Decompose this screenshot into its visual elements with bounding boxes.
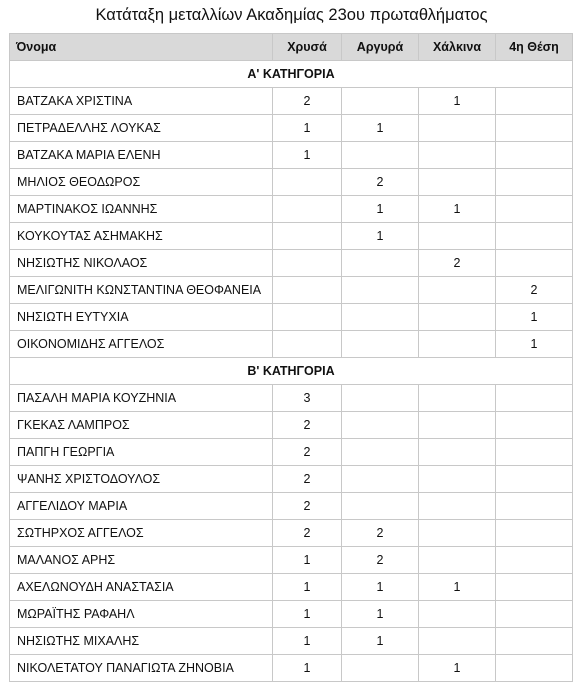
fourth-place-count — [496, 601, 573, 628]
gold-count: 1 — [273, 115, 342, 142]
silver-count: 1 — [342, 574, 419, 601]
gold-count — [273, 223, 342, 250]
athlete-name: ΜΕΛΙΓΩΝΙΤΗ ΚΩΝΣΤΑΝΤΙΝΑ ΘΕΟΦΑΝΕΙΑ — [10, 277, 273, 304]
fourth-place-count — [496, 628, 573, 655]
bronze-count — [419, 115, 496, 142]
table-row — [10, 412, 573, 439]
fourth-place-count — [496, 439, 573, 466]
athlete-name: ΓΚΕΚΑΣ ΛΑΜΠΡΟΣ — [10, 412, 273, 439]
medal-table — [9, 33, 573, 682]
fourth-place-count — [496, 142, 573, 169]
bronze-count — [419, 142, 496, 169]
column-header-silver: Αργυρά — [342, 34, 419, 61]
table-row — [10, 439, 573, 466]
athlete-name: ΨΑΝΗΣ ΧΡΙΣΤΟΔΟΥΛΟΣ — [10, 466, 273, 493]
page-title: Κατάταξη μεταλλίων Ακαδημίας 23ου πρωταθλήματος — [95, 6, 488, 24]
silver-count: 2 — [342, 520, 419, 547]
silver-count — [342, 385, 419, 412]
silver-count — [342, 412, 419, 439]
gold-count: 2 — [273, 520, 342, 547]
table-row — [10, 196, 573, 223]
table-row — [10, 277, 573, 304]
gold-count: 1 — [273, 601, 342, 628]
table-row — [10, 547, 573, 574]
table-row — [10, 88, 573, 115]
category-label: Α' ΚΑΤΗΓΟΡΙΑ — [10, 61, 573, 88]
fourth-place-count — [496, 547, 573, 574]
athlete-name: ΒΑΤΖΑΚΑ ΧΡΙΣΤΙΝΑ — [10, 88, 273, 115]
athlete-name: ΠΕΤΡΑΔΕΛΛΗΣ ΛΟΥΚΑΣ — [10, 115, 273, 142]
table-row — [10, 115, 573, 142]
silver-count — [342, 493, 419, 520]
bronze-count: 1 — [419, 88, 496, 115]
fourth-place-count — [496, 412, 573, 439]
gold-count — [273, 331, 342, 358]
fourth-place-count: 1 — [496, 331, 573, 358]
athlete-name: ΜΑΡΤΙΝΑΚΟΣ ΙΩΑΝΝΗΣ — [10, 196, 273, 223]
silver-count: 1 — [342, 628, 419, 655]
bronze-count — [419, 385, 496, 412]
silver-count — [342, 142, 419, 169]
bronze-count — [419, 277, 496, 304]
silver-count — [342, 331, 419, 358]
bronze-count — [419, 493, 496, 520]
fourth-place-count — [496, 115, 573, 142]
bronze-count — [419, 547, 496, 574]
silver-count: 1 — [342, 115, 419, 142]
bronze-count: 1 — [419, 196, 496, 223]
column-header-gold: Χρυσά — [273, 34, 342, 61]
fourth-place-count — [496, 88, 573, 115]
fourth-place-count — [496, 655, 573, 682]
silver-count: 1 — [342, 196, 419, 223]
athlete-name: ΜΗΛΙΟΣ ΘΕΟΔΩΡΟΣ — [10, 169, 273, 196]
table-row — [10, 142, 573, 169]
gold-count — [273, 304, 342, 331]
silver-count: 1 — [342, 601, 419, 628]
table-row — [10, 574, 573, 601]
silver-count — [342, 88, 419, 115]
athlete-name: ΜΩΡΑΪΤΗΣ ΡΑΦΑΗΛ — [10, 601, 273, 628]
fourth-place-count: 1 — [496, 304, 573, 331]
silver-count — [342, 277, 419, 304]
bronze-count — [419, 628, 496, 655]
bronze-count: 1 — [419, 655, 496, 682]
fourth-place-count — [496, 385, 573, 412]
table-row — [10, 385, 573, 412]
athlete-name: ΝΗΣΙΩΤΗΣ ΜΙΧΑΛΗΣ — [10, 628, 273, 655]
fourth-place-count — [496, 574, 573, 601]
gold-count: 2 — [273, 493, 342, 520]
table-row — [10, 169, 573, 196]
category-row — [10, 358, 573, 385]
fourth-place-count — [496, 169, 573, 196]
silver-count — [342, 304, 419, 331]
athlete-name: ΒΑΤΖΑΚΑ ΜΑΡΙΑ ΕΛΕΝΗ — [10, 142, 273, 169]
silver-count: 2 — [342, 547, 419, 574]
gold-count: 2 — [273, 439, 342, 466]
athlete-name: ΝΙΚΟΛΕΤΑΤΟΥ ΠΑΝΑΓΙΩΤΑ ΖΗΝΟΒΙΑ — [10, 655, 273, 682]
column-header-name: Όνομα — [10, 34, 273, 61]
bronze-count — [419, 601, 496, 628]
fourth-place-count — [496, 250, 573, 277]
fourth-place-count — [496, 196, 573, 223]
table-row — [10, 601, 573, 628]
bronze-count — [419, 520, 496, 547]
gold-count: 1 — [273, 142, 342, 169]
athlete-name: ΑΧΕΛΩΝΟΥΔΗ ΑΝΑΣΤΑΣΙΑ — [10, 574, 273, 601]
bronze-count — [419, 466, 496, 493]
table-row — [10, 466, 573, 493]
bronze-count — [419, 412, 496, 439]
table-body — [10, 61, 573, 682]
silver-count — [342, 466, 419, 493]
fourth-place-count — [496, 493, 573, 520]
gold-count: 1 — [273, 547, 342, 574]
gold-count: 1 — [273, 574, 342, 601]
column-header-fourth-place: 4η Θέση — [496, 34, 573, 61]
silver-count — [342, 439, 419, 466]
athlete-name: ΑΓΓΕΛΙΔΟΥ ΜΑΡΙΑ — [10, 493, 273, 520]
athlete-name: ΜΑΛΑΝΟΣ ΑΡΗΣ — [10, 547, 273, 574]
silver-count: 2 — [342, 169, 419, 196]
table-row — [10, 250, 573, 277]
fourth-place-count — [496, 466, 573, 493]
gold-count — [273, 196, 342, 223]
bronze-count: 2 — [419, 250, 496, 277]
table-row — [10, 493, 573, 520]
gold-count — [273, 277, 342, 304]
table-row — [10, 331, 573, 358]
bronze-count — [419, 169, 496, 196]
fourth-place-count — [496, 223, 573, 250]
athlete-name: ΟΙΚΟΝΟΜΙΔΗΣ ΑΓΓΕΛΟΣ — [10, 331, 273, 358]
gold-count: 1 — [273, 628, 342, 655]
table-row — [10, 223, 573, 250]
gold-count — [273, 169, 342, 196]
athlete-name: ΝΗΣΙΩΤΗ ΕΥΤΥΧΙΑ — [10, 304, 273, 331]
silver-count — [342, 655, 419, 682]
athlete-name: ΚΟΥΚΟΥΤΑΣ ΑΣΗΜΑΚΗΣ — [10, 223, 273, 250]
bronze-count — [419, 331, 496, 358]
gold-count — [273, 250, 342, 277]
fourth-place-count: 2 — [496, 277, 573, 304]
bronze-count: 1 — [419, 574, 496, 601]
bronze-count — [419, 223, 496, 250]
gold-count: 3 — [273, 385, 342, 412]
table-row — [10, 304, 573, 331]
athlete-name: ΣΩΤΗΡΧΟΣ ΑΓΓΕΛΟΣ — [10, 520, 273, 547]
category-row — [10, 61, 573, 88]
table-row — [10, 628, 573, 655]
gold-count: 2 — [273, 412, 342, 439]
athlete-name: ΝΗΣΙΩΤΗΣ ΝΙΚΟΛΑΟΣ — [10, 250, 273, 277]
table-row — [10, 655, 573, 682]
gold-count: 2 — [273, 466, 342, 493]
fourth-place-count — [496, 520, 573, 547]
category-label: Β' ΚΑΤΗΓΟΡΙΑ — [10, 358, 573, 385]
bronze-count — [419, 304, 496, 331]
bronze-count — [419, 439, 496, 466]
gold-count: 1 — [273, 655, 342, 682]
column-header-bronze: Χάλκινα — [419, 34, 496, 61]
table-header — [10, 34, 573, 61]
gold-count: 2 — [273, 88, 342, 115]
silver-count: 1 — [342, 223, 419, 250]
table-row — [10, 520, 573, 547]
athlete-name: ΠΑΣΑΛΗ ΜΑΡΙΑ ΚΟΥΖΗΝΙΑ — [10, 385, 273, 412]
athlete-name: ΠΑΠΓΗ ΓΕΩΡΓΙΑ — [10, 439, 273, 466]
silver-count — [342, 250, 419, 277]
